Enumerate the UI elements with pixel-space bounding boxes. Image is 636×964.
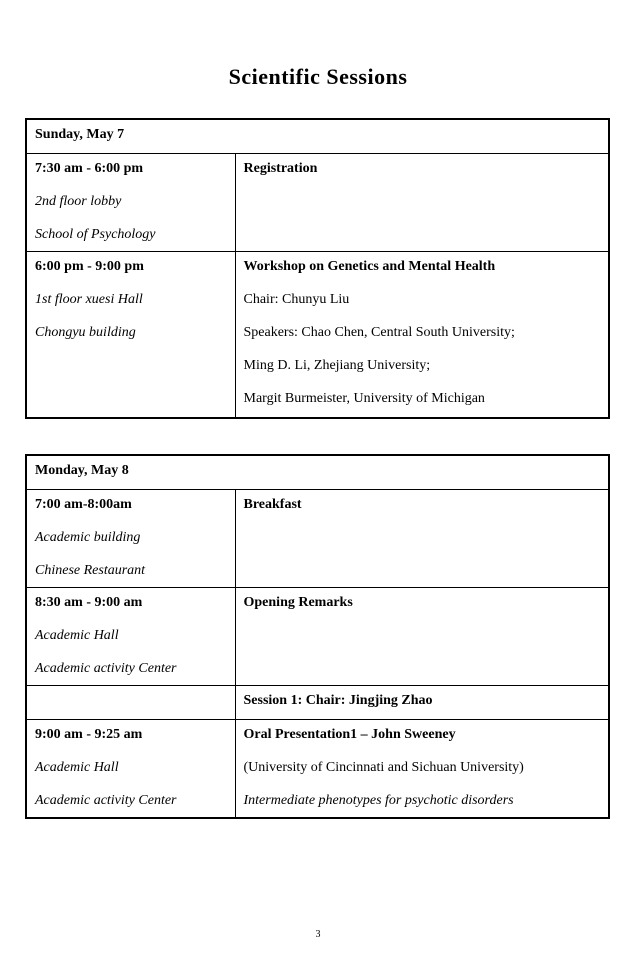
table-row (26, 720, 609, 819)
time-location-cell (26, 490, 235, 588)
session-location-line1: Academic Hall (35, 760, 119, 775)
session-location-line2: School of Psychology (35, 227, 156, 242)
event-title: Registration (243, 161, 318, 176)
event-cell (235, 154, 609, 252)
sunday-schedule-table (25, 118, 610, 419)
session-time: 8:30 am - 9:00 am (35, 595, 143, 610)
session-header: Session 1: Chair: Jingjing Zhao (243, 693, 433, 708)
event-title: Opening Remarks (243, 595, 353, 610)
day-header-monday: Monday, May 8 (26, 455, 609, 490)
monday-schedule-table (25, 454, 610, 819)
session-location-line2: Chinese Restaurant (35, 563, 146, 578)
session-location-line2: Academic activity Center (35, 661, 177, 676)
session-time: 9:00 am - 9:25 am (35, 727, 143, 742)
session-location-line1: Academic building (35, 530, 141, 545)
table-row (26, 154, 609, 252)
session-location-line1: 1st floor xuesi Hall (35, 292, 143, 307)
page-title: Scientific Sessions (228, 64, 408, 89)
time-location-cell (26, 154, 235, 252)
event-title: Breakfast (243, 497, 302, 512)
day-header-sunday: Sunday, May 7 (26, 119, 609, 154)
table-row (26, 119, 609, 154)
event-cell (235, 588, 609, 686)
table-row (26, 588, 609, 686)
event-cell (235, 490, 609, 588)
session-location-line1: Academic Hall (35, 628, 119, 643)
session-location-line1: 2nd floor lobby (35, 194, 122, 209)
session-time: 7:00 am-8:00am (35, 497, 132, 512)
table-row (26, 252, 609, 419)
event-speaker-2: Ming D. Li, Zhejiang University; (243, 358, 431, 373)
event-title: Oral Presentation1 – John Sweeney (243, 727, 456, 742)
event-cell (235, 720, 609, 819)
time-location-cell (26, 252, 235, 419)
event-title: Workshop on Genetics and Mental Health (243, 259, 496, 274)
event-affiliation: (University of Cincinnati and Sichuan University) (243, 760, 524, 775)
table-row (26, 686, 609, 720)
table-row (26, 455, 609, 490)
event-speaker-3: Margit Burmeister, University of Michigan (243, 391, 485, 406)
event-topic: Intermediate phenotypes for psychotic disorders (243, 793, 514, 808)
event-chair: Chair: Chunyu Liu (243, 292, 350, 307)
empty-cell (26, 686, 235, 720)
session-location-line2: Academic activity Center (35, 793, 177, 808)
session-header-cell (235, 686, 609, 720)
event-cell (235, 252, 609, 419)
time-location-cell (26, 720, 235, 819)
session-time: 7:30 am - 6:00 pm (35, 161, 144, 176)
event-speaker-1: Speakers: Chao Chen, Central South University; (243, 325, 515, 340)
page-number: 3 (315, 929, 321, 940)
time-location-cell (26, 588, 235, 686)
table-row (26, 490, 609, 588)
session-location-line2: Chongyu building (35, 325, 136, 340)
session-time: 6:00 pm - 9:00 pm (35, 259, 144, 274)
